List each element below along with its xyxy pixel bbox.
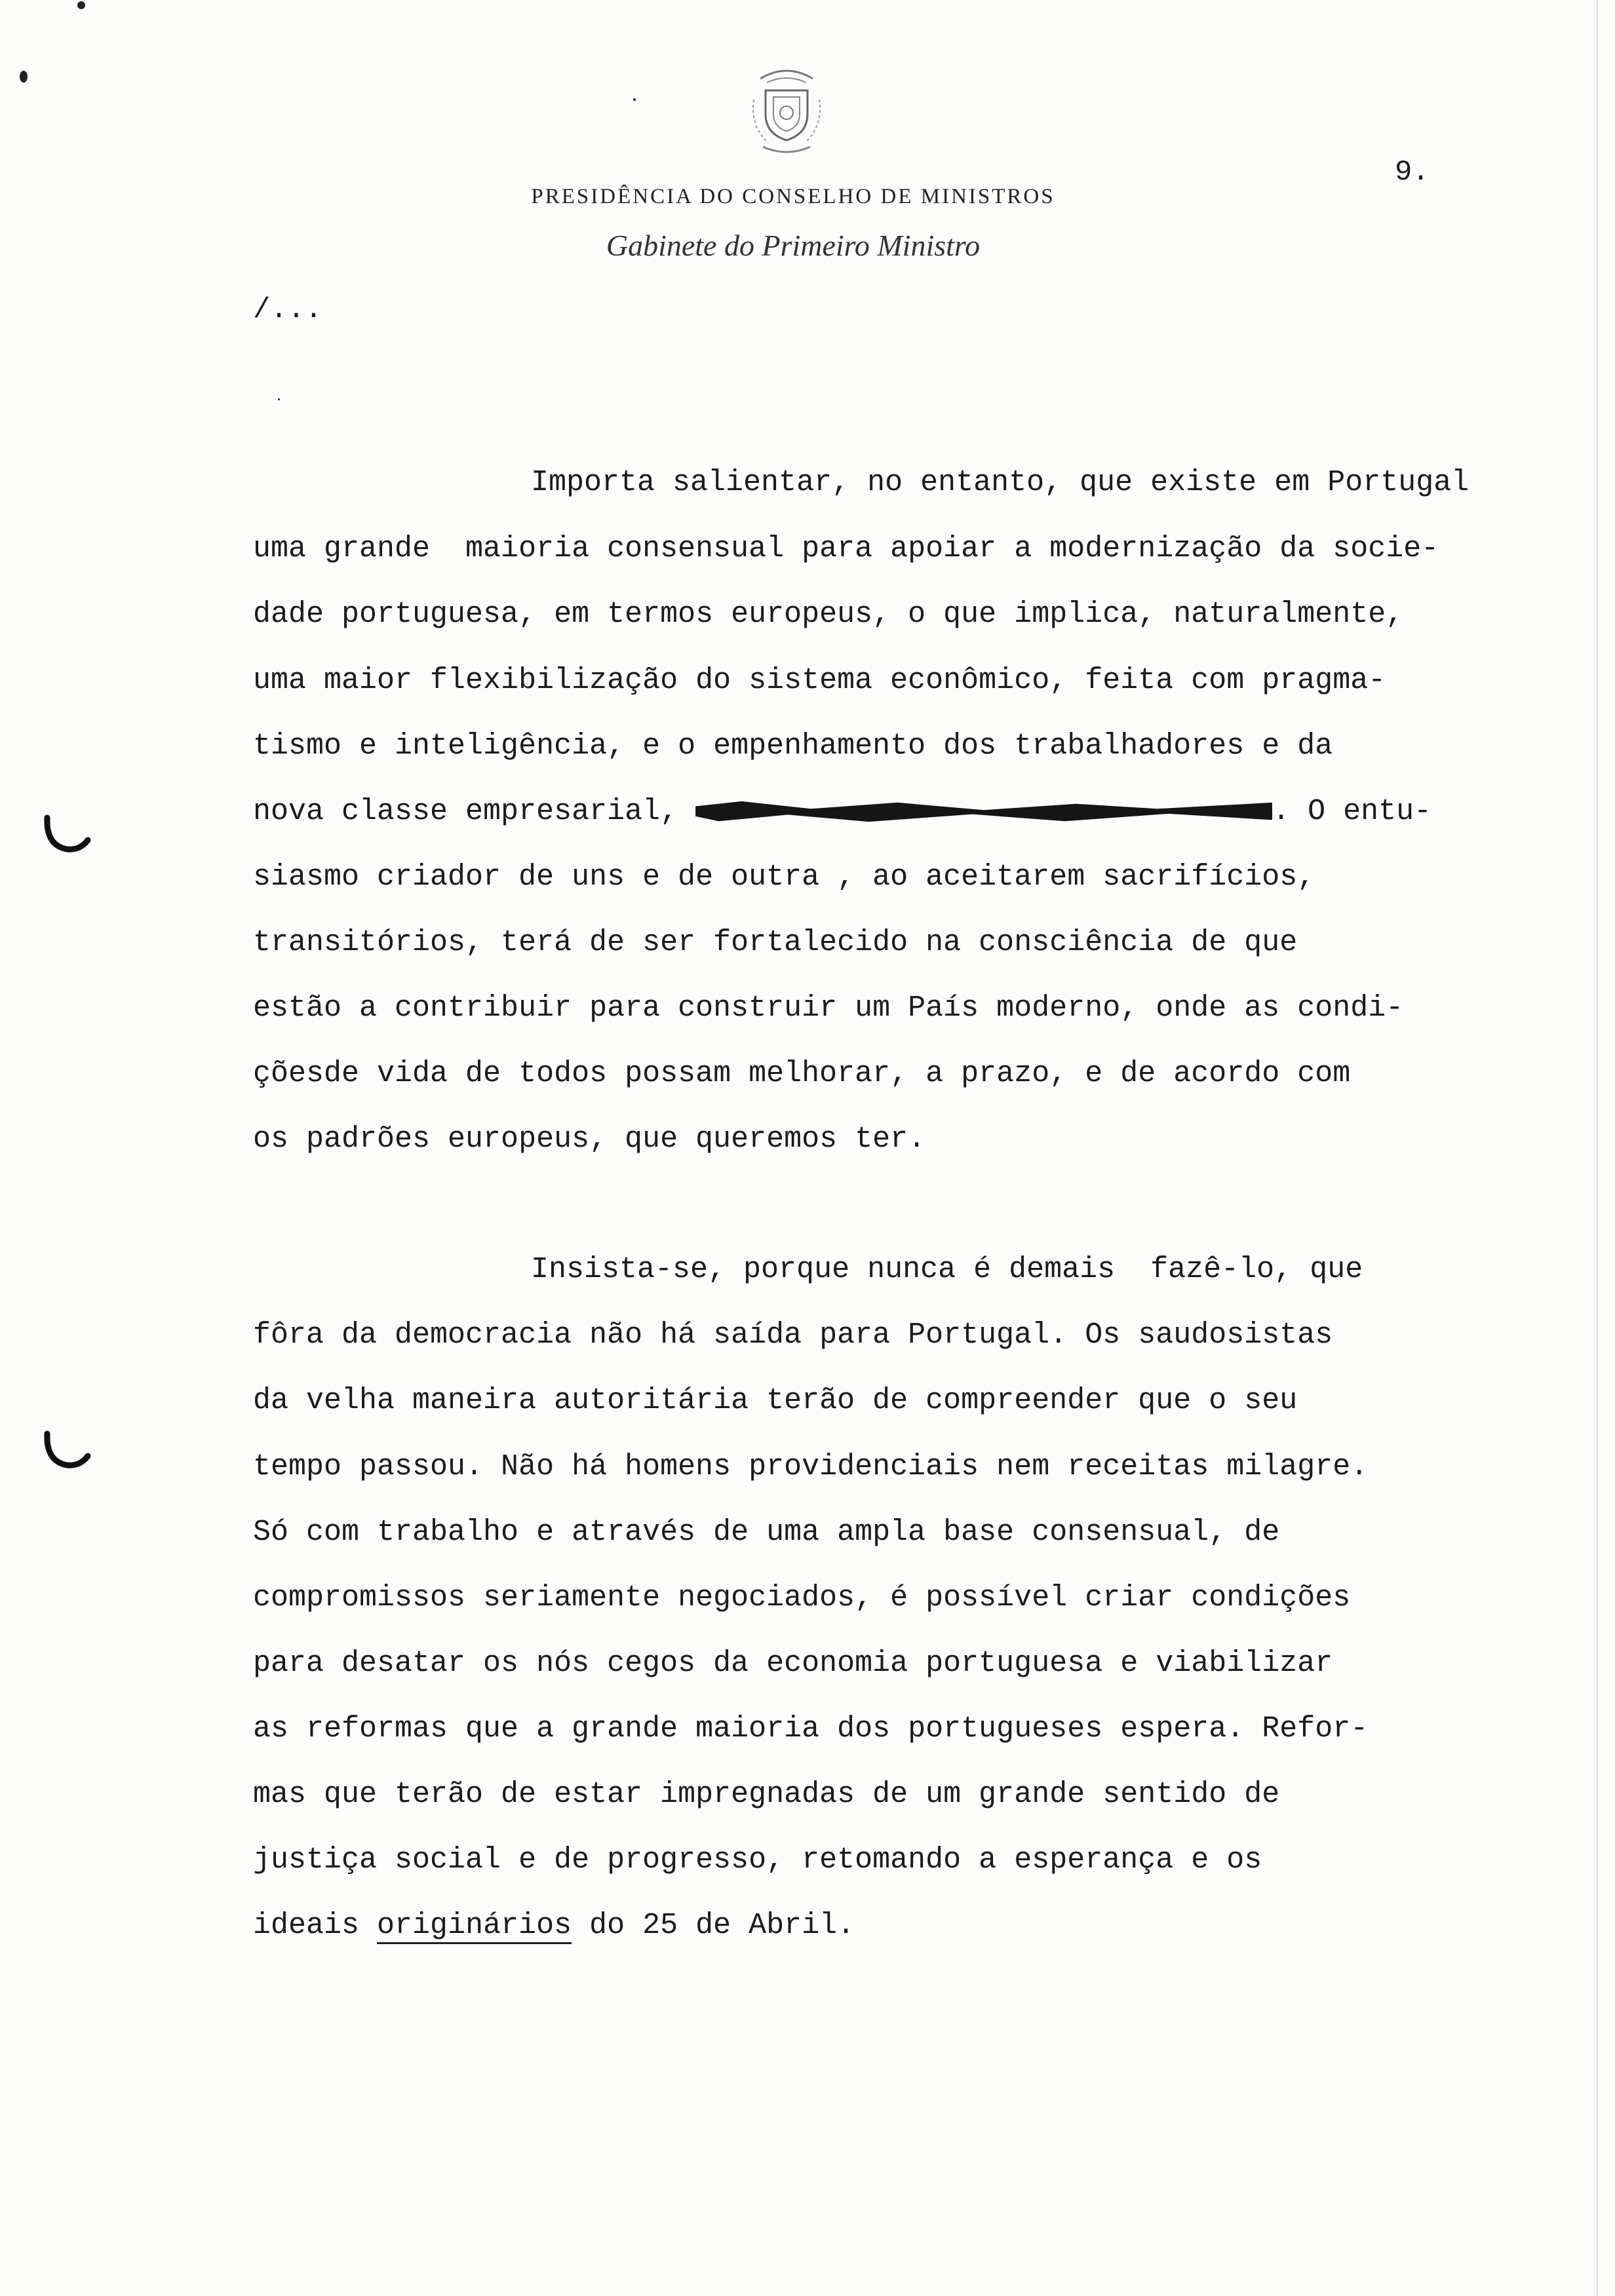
scan-speck <box>633 98 636 101</box>
coat-of-arms-seal <box>734 54 839 159</box>
line-text: nova classe empresarial, <box>253 795 678 828</box>
line-text: . O entu- <box>1272 795 1432 828</box>
paragraph-line: çõesde vida de todos possam melhorar, a prazo, e de acordo com <box>253 1057 1351 1090</box>
paragraph-line: justiça social e de progresso, retomando a esperança e os <box>253 1843 1262 1877</box>
continuation-mark: /... <box>253 294 322 326</box>
paragraph-line-final <box>253 1911 855 1940</box>
paragraph-line-with-redaction <box>253 797 1431 826</box>
paragraph-line: tismo e inteligência, e o empenhamento dos trabalhadores e da <box>253 729 1333 763</box>
paragraph-line: siasmo criador de uns e de outra , ao aceitarem sacrifícios, <box>253 860 1315 894</box>
struck-out-text <box>695 799 1272 824</box>
paragraph-line: as reformas que a grande maioria dos portugueses espera. Refor- <box>253 1712 1369 1746</box>
header-title: PRESIDÊNCIA DO CONSELHO DE MINISTROS <box>531 185 1055 208</box>
line-text: do 25 de Abril. <box>589 1909 855 1942</box>
paragraph-line: fôra da democracia não há saída para Portugal. Os saudosistas <box>253 1318 1333 1352</box>
paragraph-line: da velha maneira autoritária terão de compreender que o seu <box>253 1384 1298 1417</box>
scan-speck <box>278 398 280 400</box>
paragraph-line: compromissos seriamente negociados, é possível criar condições <box>253 1581 1351 1615</box>
binder-hole-mark <box>41 1428 93 1474</box>
paragraph-line: Insista-se, porque nunca é demais fazê-lo, que <box>531 1253 1363 1286</box>
line-text: ideais <box>253 1909 360 1942</box>
paragraph-line: dade portuguesa, em termos europeus, o que implica, naturalmente, <box>253 598 1404 631</box>
paragraph-line: transitórios, terá de ser fortalecido na consciência de que <box>253 926 1298 959</box>
paragraph-line: uma grande maioria consensual para apoiar a modernização da socie- <box>253 532 1439 565</box>
paragraph-line: para desatar os nós cegos da economia portuguesa e viabilizar <box>253 1647 1333 1680</box>
scan-speck <box>20 71 28 83</box>
paragraph-line: tempo passou. Não há homens providenciais nem receitas milagre. <box>253 1450 1369 1483</box>
paragraph-line: uma maior flexibilização do sistema econômico, feita com pragma- <box>253 664 1386 697</box>
paragraph-line: Só com trabalho e através de uma ampla base consensual, de <box>253 1516 1280 1549</box>
paragraph-line: estão a contribuir para construir um País moderno, onde as condi- <box>253 991 1404 1025</box>
header-subtitle: Gabinete do Primeiro Ministro <box>606 229 981 262</box>
underlined-word: originários <box>377 1909 572 1944</box>
paragraph-line: mas que terão de estar impregnadas de um grande sentido de <box>253 1778 1280 1811</box>
paragraph-line: Importa salientar, no entanto, que existe em Portugal <box>531 466 1469 499</box>
binder-hole-mark <box>41 813 93 858</box>
scan-speck <box>77 1 85 9</box>
page-edge <box>1597 0 1598 2296</box>
page-number: 9. <box>1395 156 1430 189</box>
paragraph-line: os padrões europeus, que queremos ter. <box>253 1122 926 1156</box>
